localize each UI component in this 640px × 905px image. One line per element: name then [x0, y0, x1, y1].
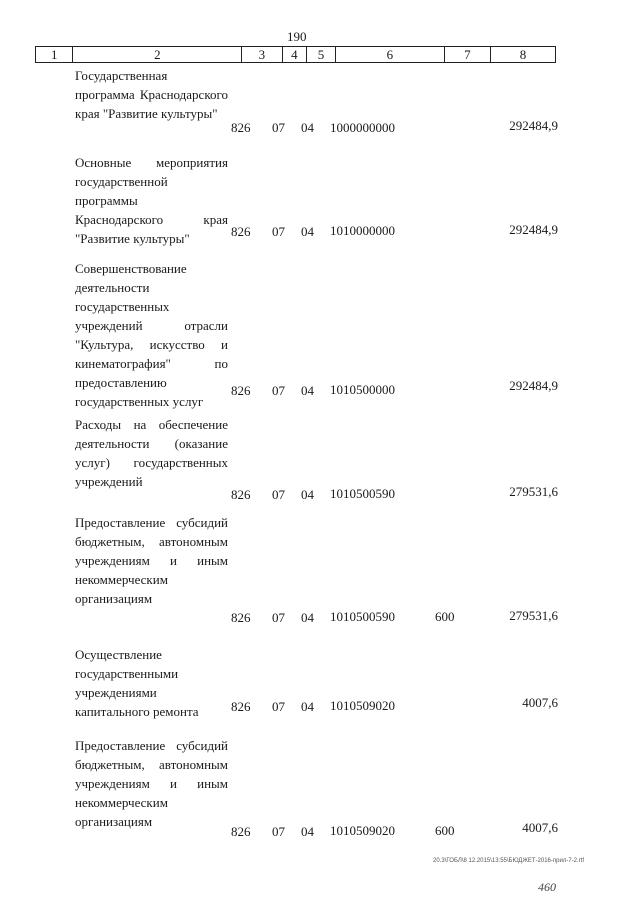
header-cell-8: 8	[491, 47, 556, 63]
ministry-code: 826	[231, 699, 251, 714]
row-name: Основные мероприятия государственной программы Краснодарского края "Развитие культуры"	[75, 155, 228, 246]
header-cell-2: 2	[73, 47, 242, 63]
section-code: 07	[272, 383, 285, 398]
page-number: 190	[287, 29, 307, 44]
target-article-code: 1000000000	[330, 120, 395, 135]
target-article-code: 1010500000	[330, 382, 395, 397]
target-article-code: 1010509020	[330, 698, 395, 713]
ministry-code: 826	[231, 383, 251, 398]
header-cell-1: 1	[36, 47, 73, 63]
subsection-code: 04	[301, 824, 314, 839]
ministry-code: 826	[231, 610, 251, 625]
subsection-code: 04	[301, 699, 314, 714]
section-code: 07	[272, 487, 285, 502]
row-name: Предоставление субсидий бюджетным, автономным учреждениям и иным некоммерческим организациям	[75, 738, 228, 829]
section-code: 07	[272, 610, 285, 625]
ministry-code: 826	[231, 487, 251, 502]
header-cell-5: 5	[307, 47, 336, 63]
section-code: 07	[272, 699, 285, 714]
section-code: 07	[272, 120, 285, 135]
section-code: 07	[272, 824, 285, 839]
amount: 279531,6	[509, 608, 558, 623]
subsection-code: 04	[301, 610, 314, 625]
target-article-code: 1010509020	[330, 823, 395, 838]
target-article-code: 1010000000	[330, 223, 395, 238]
row-name: Совершенствование деятельности государственных учреждений отрасли "Культура, искусство и кинематография" по предоставлению государственных услуг	[75, 261, 228, 409]
subsection-code: 04	[301, 487, 314, 502]
amount: 4007,6	[522, 695, 558, 710]
subsection-code: 04	[301, 120, 314, 135]
ministry-code: 826	[231, 120, 251, 135]
row-name: Расходы на обеспечение деятельности (оказание услуг) государственных учреждений	[75, 417, 228, 489]
amount: 292484,9	[509, 378, 558, 393]
header-cell-6: 6	[335, 47, 444, 63]
amount: 4007,6	[522, 820, 558, 835]
amount: 292484,9	[509, 118, 558, 133]
expense-type-code: 600	[435, 609, 455, 624]
handwritten-page-stamp: 460	[538, 880, 556, 894]
target-article-code: 1010500590	[330, 486, 395, 501]
expense-type-code: 600	[435, 823, 455, 838]
header-cell-3: 3	[242, 47, 282, 63]
ministry-code: 826	[231, 824, 251, 839]
file-path-footer: 20.3\ГОБЛ\8 12.2015\13:55\БЮДЖЕТ-2016-прил-7-2.rtf	[433, 858, 584, 864]
row-name: Государственная программа Краснодарского края "Развитие культуры"	[75, 68, 228, 121]
header-cell-4: 4	[282, 47, 307, 63]
column-header-row	[35, 46, 556, 63]
row-name: Осуществление государственными учреждениями капитального ремонта	[75, 647, 199, 719]
subsection-code: 04	[301, 224, 314, 239]
amount: 279531,6	[509, 484, 558, 499]
row-name: Предоставление субсидий бюджетным, автономным учреждениям и иным некоммерческим организациям	[75, 515, 228, 606]
header-cell-7: 7	[444, 47, 490, 63]
section-code: 07	[272, 224, 285, 239]
subsection-code: 04	[301, 383, 314, 398]
ministry-code: 826	[231, 224, 251, 239]
amount: 292484,9	[509, 222, 558, 237]
target-article-code: 1010500590	[330, 609, 395, 624]
